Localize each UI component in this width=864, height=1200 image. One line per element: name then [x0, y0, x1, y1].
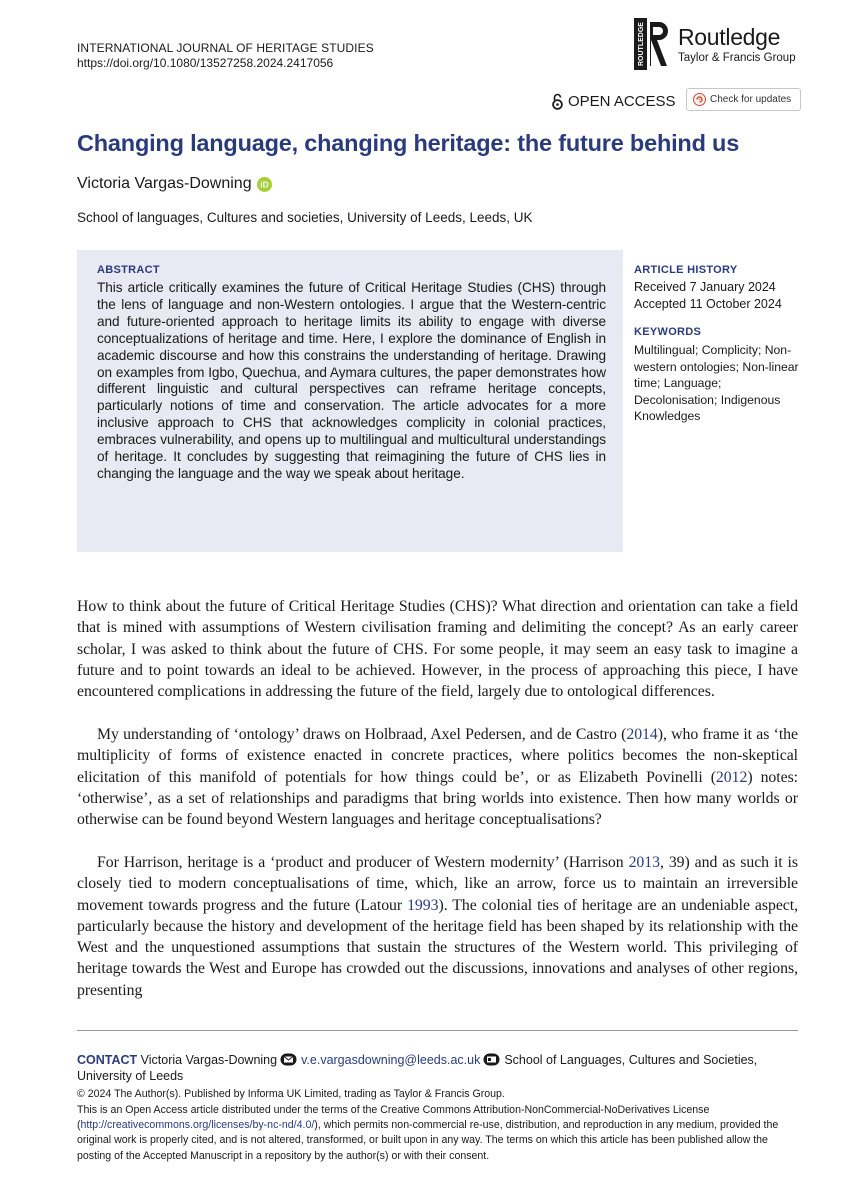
citation-link-1993[interactable]: 1993 [407, 896, 439, 914]
contact-email[interactable]: v.e.vargasdowning@leeds.ac.uk [301, 1053, 481, 1067]
license-text-a: This is an Open Access article distributed under the terms of the Creative Commons Attribution-NonCommercial-NoDerivatives License ( [77, 1104, 710, 1132]
check-updates-label: Check for updates [710, 94, 792, 105]
accepted-date: Accepted 11 October 2024 [634, 297, 782, 311]
received-date: Received 7 January 2024 [634, 280, 776, 294]
abstract-text: This article critically examines the future of Critical Heritage Studies (CHS) through the lens of language and non-Western ontologies. I argue that the Western-centric and future-oriented approach to heritage limits its ability to engage with diverse conceptualizations of heritage and time. Here, I explore the dominance of English in academic discourse and how this constrains the understanding of heritage. Drawing on examples from Igbo, Quechua, and Aymara cultures, the paper demonstrates how different linguistic and cultural perspectives can reframe heritage concepts, particularly notions of time and conservation. The article advocates for a more inclusive approach to CHS that acknowledges complicity in colonial practices, embraces vulnerability, and opens up to multilingual and multicultural understandings of heritage. It concludes by suggesting that reimagining the future of CHS lies in changing the language and the way we speak about heritage. [97, 280, 606, 481]
check-for-updates-button[interactable] [686, 88, 801, 111]
abstract-heading: ABSTRACT [97, 264, 160, 276]
open-access-label: OPEN ACCESS [568, 93, 676, 110]
open-access-icon [551, 93, 564, 110]
check-updates-icon [693, 93, 706, 106]
citation-link-2012[interactable]: 2012 [715, 768, 748, 786]
orcid-icon[interactable] [257, 177, 272, 192]
contact-line [77, 1052, 798, 1084]
logo-vertical-text: ROUTLEDGE [638, 22, 645, 66]
author-name[interactable]: Victoria Vargas-Downing [77, 175, 252, 192]
contact-address: School of Languages, Cultures and Societies, University of Leeds [77, 1053, 758, 1083]
keywords-list: Multilingual; Complicity; Non-western ontologies; Non-linear time; Language; Decolonisation; Indigenous Knowledges [634, 343, 799, 423]
email-icon [280, 1053, 297, 1066]
svg-text:iD: iD [259, 179, 269, 190]
body-paragraph-3 [77, 852, 798, 1001]
license-notice [77, 1103, 798, 1164]
article-title: Changing language, changing heritage: the future behind us [77, 130, 740, 156]
author-line [77, 175, 272, 193]
footer-divider [77, 1030, 798, 1031]
citation-link-2014[interactable]: 2014 [626, 726, 658, 743]
address-icon [483, 1053, 500, 1066]
routledge-logo-icon [634, 18, 672, 70]
publisher-group: Taylor & Francis Group [678, 52, 796, 64]
citation-link-2013[interactable]: 2013 [628, 854, 660, 871]
p2-text-b: ), who frame it as ‘the multiplicity of forms of existence enacted in concrete practices, where politics becomes the non-skeptical elicitation of this manifold of potentials for how things could be’, or as Elizabeth Povinelli ( [77, 726, 798, 786]
p3-text-c: ). The colonial ties of heritage are an undeniable aspect, particularly because the history and development of the heritage field has been shaped by its relationship with the West and the unquestioned assumptions that sustain the structures of the Western world. This privileging of heritage towards the West and Europe has crowded out the discussions, innovations and analyses of other regions, presenting [77, 896, 798, 999]
article-history-heading: ARTICLE HISTORY [634, 264, 738, 276]
p2-text-a: My understanding of ‘ontology’ draws on Holbraad, Axel Pedersen, and de Castro ( [97, 726, 627, 743]
p3-text-a: For Harrison, heritage is a ‘product and producer of Western modernity’ (Harrison [97, 854, 629, 871]
body-paragraph-2 [77, 724, 798, 830]
publisher-name: Routledge [678, 24, 781, 50]
affiliation: School of languages, Cultures and societies, University of Leeds, Leeds, UK [77, 210, 533, 225]
journal-name: INTERNATIONAL JOURNAL OF HERITAGE STUDIES [77, 41, 374, 55]
contact-name: Victoria Vargas-Downing [140, 1053, 278, 1067]
copyright-notice: © 2024 The Author(s). Published by Informa UK Limited, trading as Taylor & Francis Group. [77, 1088, 505, 1100]
license-text-b: ), which permits non-commercial re-use, distribution, and reproduction in any medium, provided the original work is properly cited, and is not altered, transformed, or built upon in any way. The terms on which this article has been published allow the posting of the Accepted Manuscript in a repository by the author(s) or with their consent. [77, 1119, 779, 1162]
license-link[interactable]: http://creativecommons.org/licenses/by-nc-nd/4.0/ [80, 1119, 315, 1132]
contact-label: CONTACT [77, 1053, 138, 1067]
open-access-badge [551, 93, 676, 110]
body-paragraph-1: How to think about the future of Critical Heritage Studies (CHS)? What direction and orientation can take a field that is mined with assumptions of Western civilisation framing and delimiting the concept? As an early career scholar, I was asked to think about the future of CHS. For some people, it may seem an easy task to imagine a future and to point towards an ideal to be achieved. However, in the process of approaching this piece, I have encountered complications in addressing the future of the field, largely due to ontological differences. [77, 598, 798, 701]
keywords-heading: KEYWORDS [634, 326, 702, 338]
doi-link[interactable]: https://doi.org/10.1080/13527258.2024.2417056 [77, 56, 334, 70]
p3-text-b: , 39) and as such it is closely tied to modern conceptualisations of time, which, like an arrow, force us to maintain an irreversible movement towards progress and the future (Latour [77, 854, 798, 914]
p2-text-c: ) notes: ‘otherwise’, as a set of relationships and paradigms that bring worlds into existence. Then how many worlds or otherwise can be found beyond Western languages and heritage conceptualisations? [77, 768, 799, 829]
